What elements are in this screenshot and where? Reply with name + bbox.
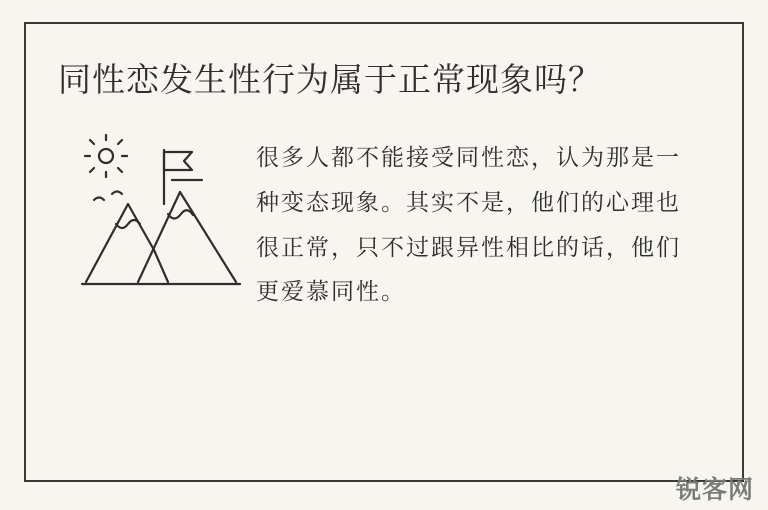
- article-paragraph: 很多人都不能接受同性恋，认为那是一种变态现象。其实不是，他们的心理也很正常，只不过跟异性相比的话，他们更爱慕同性。: [256, 144, 681, 305]
- mountain-flag-sun-line-art-icon: [76, 132, 246, 307]
- watermark-label: 锐客网: [675, 476, 754, 504]
- article-content: [24, 22, 744, 338]
- article-body: [58, 132, 710, 338]
- page-title: 同性恋发生性行为属于正常现象吗？: [58, 61, 602, 98]
